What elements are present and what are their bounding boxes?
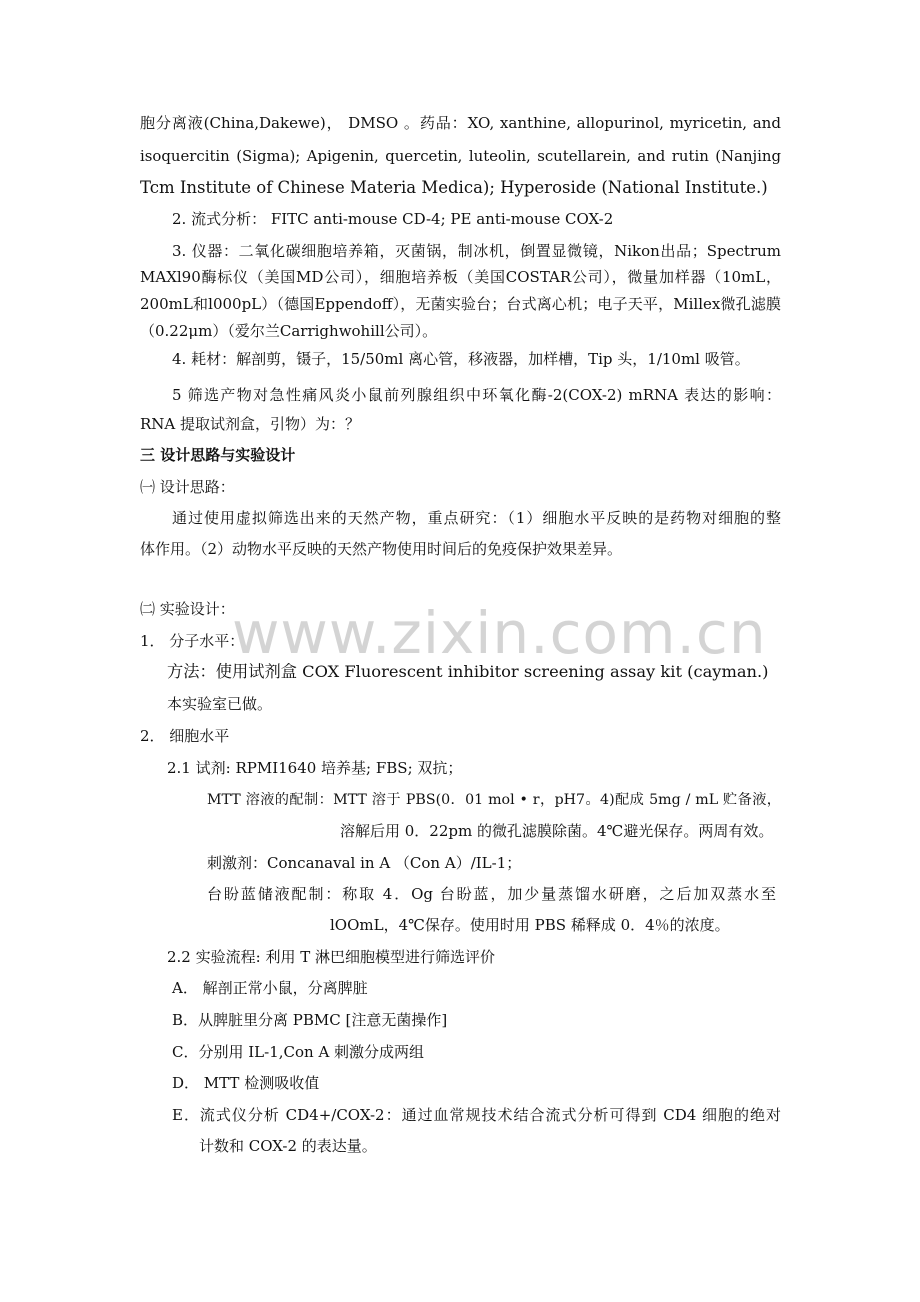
text-line: 体作用。（2）动物水平反映的天然产物使用时间后的免疫保护效果差异。 xyxy=(140,540,623,558)
text-line: 2. 流式分析： FITC anti-mouse CD-4; PE anti-mouse COX-2 xyxy=(172,210,614,228)
text-line: MAXl90酶标仪（美国MD公司），细胞培养板（美国COSTAR公司），微量加样器（10mL， xyxy=(140,268,781,286)
text-line: 台盼蓝储液配制：称取 4．Og 台盼蓝，加少量蒸馏水研磨，之后加双蒸水至 xyxy=(207,885,776,903)
text-line: （0.22μm）（爱尔兰Carrighwohill公司）。 xyxy=(140,322,438,340)
text-line: 4. 耗材：解剖剪，镊子，15/50ml 离心管，移液器，加样槽，Tip 头，1/10ml 吸管。 xyxy=(172,350,750,368)
list-item: 2． 细胞水平 xyxy=(140,727,230,745)
list-item: D． MTT 检测吸收值 xyxy=(172,1074,320,1092)
text-line: 5 筛选产物对急性痛风炎小鼠前列腺组织中环氧化酶-2(COX-2) mRNA 表达的影响： xyxy=(172,386,781,404)
text-line: lOOmL，4℃保存。使用时用 PBS 稀释成 0．4％的浓度。 xyxy=(330,916,730,934)
text-line: isoquercitin (Sigma); Apigenin, quercetin, luteolin, scutellarein, and rutin (Nanjing xyxy=(140,147,781,165)
text-line: Tcm Institute of Chinese Materia Medica); Hyperoside (National Institute.) xyxy=(140,178,768,197)
list-item: A． 解剖正常小鼠，分离脾脏 xyxy=(172,979,368,997)
text-line: 溶解后用 0．22pm 的微孔滤膜除菌。4℃避光保存。两周有效。 xyxy=(340,822,774,840)
text-line: 200mL和l000pL）（德国Eppendoff），无菌实验台；台式离心机；电子天平，Millex微孔滤膜 xyxy=(140,295,781,313)
text-line: MTT 溶液的配制：MTT 溶于 PBS(0．01 mol • r，pH7。4)配成 5mg / mL 贮备液， xyxy=(207,792,781,808)
list-item: C．分别用 IL-1,Con A 刺激分成两组 xyxy=(172,1043,425,1061)
text-line: 3. 仪器：二氧化碳细胞培养箱，灭菌锅，制冰机，倒置显微镜，Nikon出品；Spectrum xyxy=(172,242,781,260)
text-line: 计数和 COX-2 的表达量。 xyxy=(199,1137,377,1155)
subsection-heading: ㈠ 设计思路： xyxy=(140,478,235,496)
text-line: RNA 提取试剂盒，引物）为：？ xyxy=(140,415,361,433)
text-line: 本实验室已做。 xyxy=(167,695,273,713)
section-heading: 三 设计思路与实验设计 xyxy=(140,446,296,464)
text-line: 2.1 试剂: RPMI1640 培养基; FBS; 双抗； xyxy=(167,759,463,777)
text-line: 2.2 实验流程: 利用 T 淋巴细胞模型进行筛选评价 xyxy=(167,948,495,966)
text-line: 通过使用虚拟筛选出来的天然产物，重点研究：（1）细胞水平反映的是药物对细胞的整 xyxy=(172,509,781,527)
list-item: E．流式仪分析 CD4+/COX-2：通过血常规技术结合流式分析可得到 CD4 细胞的绝对 xyxy=(172,1106,781,1124)
text-line: 刺激剂：Concanaval in A （Con A）/IL-1； xyxy=(207,854,522,872)
watermark: www.zixin.com.cn xyxy=(232,599,767,667)
list-item: B．从脾脏里分离 PBMC [注意无菌操作] xyxy=(172,1011,448,1029)
text-line: 胞分离液(China,Dakewe)， DMSO 。药品：XO, xanthine, allopurinol, myricetin, and xyxy=(140,114,781,132)
text-line: 方法：使用试剂盒 COX Fluorescent inhibitor screening assay kit (cayman.) xyxy=(167,662,769,681)
subsection-heading: ㈡ 实验设计： xyxy=(140,600,235,618)
list-item: 1． 分子水平： xyxy=(140,632,245,650)
